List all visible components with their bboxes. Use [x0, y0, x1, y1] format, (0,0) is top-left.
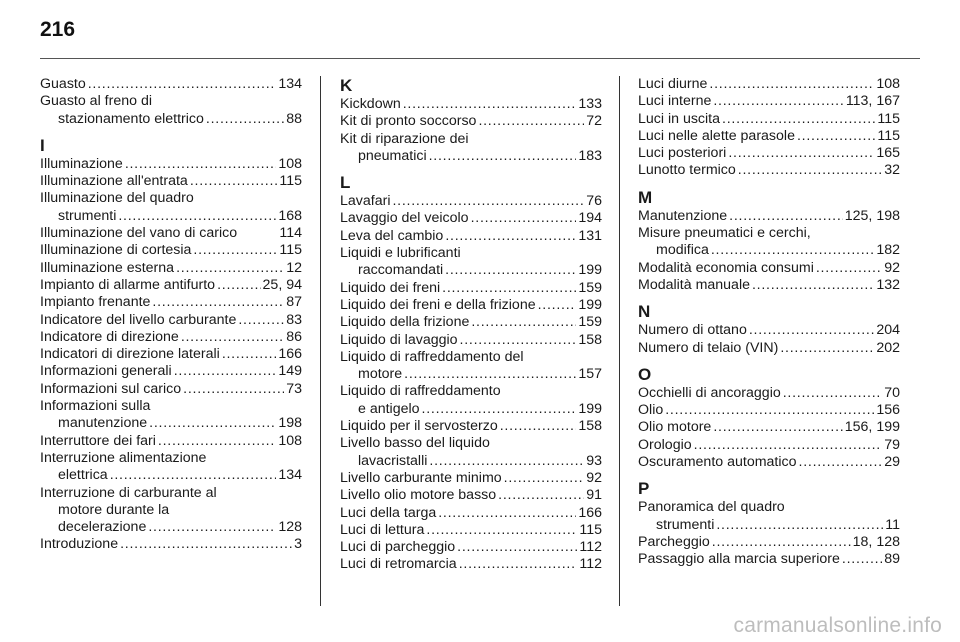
- leader-dots: [445, 262, 576, 279]
- index-entry-page: 159: [578, 314, 602, 331]
- index-entry: [638, 454, 900, 471]
- index-entry-term: Indicatore di direzione: [40, 328, 179, 345]
- index-entry: [40, 76, 302, 93]
- header-divider: [40, 58, 920, 59]
- index-entry: [340, 280, 602, 297]
- index-entry: [340, 314, 602, 331]
- index-entry: [340, 262, 602, 279]
- index-entry: [340, 366, 602, 383]
- index-entry-page: 72: [586, 113, 602, 130]
- index-entry-page: 87: [286, 294, 302, 311]
- leader-dots: [716, 517, 883, 534]
- index-entry: [638, 277, 900, 294]
- leader-dots: [426, 522, 577, 539]
- index-entry: [638, 402, 900, 419]
- index-entry-term: Guasto: [40, 76, 86, 92]
- index-entry-term: Kickdown: [340, 96, 401, 112]
- index-entry: [40, 467, 302, 484]
- index-entry-page: 134: [278, 76, 302, 92]
- leader-dots: [238, 312, 284, 329]
- index-entry: [638, 340, 900, 357]
- index-entry-page: 32: [884, 162, 900, 179]
- index-entry-heading: Liquido di raffreddamento del: [340, 348, 524, 365]
- leader-dots: [403, 96, 577, 113]
- index-entry-heading: Guasto al freno di: [40, 93, 152, 110]
- index-section-letter: O: [638, 364, 652, 384]
- index-entry-term: motore: [358, 366, 403, 383]
- index-entry-page: 158: [578, 331, 602, 348]
- index-entry: [40, 536, 302, 553]
- leader-dots: [429, 453, 584, 470]
- index-entry-term: Luci diurne: [638, 76, 708, 92]
- leader-dots: [429, 148, 577, 165]
- leader-dots: [713, 419, 842, 436]
- index-entry-page: 131: [578, 227, 602, 244]
- index-entry: [340, 505, 602, 522]
- index-entry-term: strumenti: [58, 207, 117, 224]
- index-entry-page: 88: [286, 110, 302, 127]
- index-entry: [40, 156, 302, 173]
- leader-dots: [471, 314, 576, 331]
- leader-dots: [193, 242, 277, 259]
- index-section-letter: P: [638, 479, 650, 499]
- index-entry: [340, 297, 602, 314]
- leader-dots: [709, 76, 874, 93]
- index-entry-page: 18, 128: [852, 533, 900, 550]
- index-section-letter: L: [340, 173, 351, 193]
- index-entry-heading: Liquidi e lubrificanti: [340, 245, 461, 262]
- index-entry-term: Passaggio alla marcia superiore: [638, 551, 840, 568]
- index-entry-term: Luci della targa: [340, 504, 437, 521]
- leader-dots: [125, 156, 277, 173]
- index-entry-heading: Informazioni sulla: [40, 398, 151, 415]
- index-entry: [638, 419, 900, 436]
- index-entry: [40, 312, 302, 329]
- index-entry-page: 204: [876, 322, 900, 339]
- index-entry-page: 149: [278, 363, 302, 380]
- leader-dots: [392, 193, 584, 210]
- index-section-letter: K: [340, 76, 353, 95]
- index-entry-page: 73: [286, 380, 302, 397]
- index-entry-page: 83: [286, 311, 302, 328]
- index-entry-page: 70: [884, 384, 900, 401]
- index-entry: [40, 346, 302, 363]
- index-entry: [340, 332, 602, 349]
- leader-dots: [445, 228, 576, 245]
- leader-dots: [842, 551, 882, 568]
- index-entry-page: 29: [884, 454, 900, 471]
- index-entry-term: strumenti: [656, 516, 715, 533]
- leader-dots: [722, 111, 875, 128]
- index-entry: [40, 173, 302, 190]
- leader-dots: [88, 76, 277, 93]
- leader-dots: [422, 401, 577, 418]
- column-divider: [320, 76, 321, 606]
- index-entry: [638, 76, 900, 93]
- index-entry-page: 11: [885, 516, 900, 533]
- index-entry-term: Lavafari: [340, 193, 391, 210]
- index-entry: [638, 385, 900, 402]
- leader-dots: [729, 208, 843, 225]
- index-entry-term: modifica: [656, 242, 709, 259]
- index-entry-page: 86: [286, 328, 302, 345]
- index-column-1: [40, 76, 302, 554]
- leader-dots: [713, 93, 843, 110]
- index-entry-term: Illuminazione del vano di carico: [40, 225, 238, 242]
- index-entry-page: 112: [579, 539, 602, 556]
- index-entry-page: 92: [884, 259, 900, 276]
- leader-dots: [120, 536, 292, 553]
- page-number: 216: [40, 18, 76, 41]
- index-entry-term: decelerazione: [58, 519, 147, 536]
- leader-dots: [797, 128, 875, 145]
- index-entry-term: Luci di lettura: [340, 521, 425, 538]
- index-entry-page: 115: [279, 242, 302, 259]
- leader-dots: [158, 433, 276, 450]
- index-entry-term: Luci di retromarcia: [340, 556, 457, 573]
- index-entry: [40, 433, 302, 450]
- leader-dots: [799, 454, 883, 471]
- index-entry-page: 89: [884, 551, 900, 568]
- index-entry: [340, 522, 602, 539]
- index-entry-term: Oscuramento automatico: [638, 454, 797, 471]
- index-entry: [340, 418, 602, 435]
- index-entry-term: Lavaggio del veicolo: [340, 210, 469, 227]
- index-entry: [638, 517, 900, 534]
- leader-dots: [471, 210, 577, 227]
- index-entry-page: 108: [876, 76, 900, 92]
- leader-dots: [148, 519, 276, 536]
- index-entry-page: 108: [278, 432, 302, 449]
- index-entry: [340, 113, 602, 130]
- index-entry-page: 199: [578, 262, 602, 279]
- index-entry-term: elettrica: [58, 467, 108, 484]
- index-entry-page: 158: [578, 418, 602, 435]
- index-entry: [340, 193, 602, 210]
- leader-dots: [712, 534, 851, 551]
- index-entry: [40, 519, 302, 536]
- leader-dots: [478, 113, 584, 130]
- index-entry: [340, 487, 602, 504]
- index-entry: [638, 93, 900, 110]
- index-entry-term: Luci in uscita: [638, 110, 721, 127]
- index-entry-page: 194: [578, 210, 602, 227]
- index-entry-heading: Kit di riparazione dei: [340, 130, 469, 147]
- leader-dots: [783, 385, 882, 402]
- index-entry-term: Olio: [638, 402, 664, 419]
- index-entry-page: 115: [279, 173, 302, 190]
- index-entry: [40, 260, 302, 277]
- leader-dots: [152, 294, 284, 311]
- index-entry-page: 115: [877, 110, 900, 127]
- index-entry-term: Occhielli di ancoraggio: [638, 384, 781, 401]
- index-entry-term: Numero di ottano: [638, 322, 747, 339]
- index-entry-page: 199: [578, 296, 602, 313]
- index-entry: [40, 111, 302, 128]
- index-entry-term: Modalità manuale: [638, 276, 750, 293]
- leader-dots: [498, 487, 584, 504]
- index-entry-page: 112: [579, 556, 602, 573]
- index-entry-page: 182: [876, 242, 900, 259]
- leader-dots: [538, 297, 577, 314]
- leader-dots: [457, 539, 577, 556]
- index-section-letter: N: [638, 302, 651, 322]
- leader-dots: [149, 415, 276, 432]
- index-entry-page: 159: [578, 279, 602, 296]
- index-entry-term: Kit di pronto soccorso: [340, 113, 477, 130]
- index-entry-page: 133: [578, 96, 602, 112]
- index-entry-page: 128: [278, 519, 302, 536]
- leader-dots: [694, 437, 883, 454]
- index-entry-page: 132: [876, 276, 900, 293]
- index-entry: [40, 208, 302, 225]
- index-entry-term: Liquido dei freni: [340, 279, 441, 296]
- leader-dots: [460, 332, 577, 349]
- index-entry-page: 115: [877, 127, 900, 144]
- index-entry-page: 115: [579, 521, 602, 538]
- index-entry-heading: Liquido di raffreddamento: [340, 383, 501, 400]
- index-entry-term: Interruttore dei fari: [40, 432, 156, 449]
- index-entry-term: Informazioni sul carico: [40, 380, 182, 397]
- leader-dots: [500, 418, 577, 435]
- index-entry: [638, 162, 900, 179]
- index-entry: [638, 534, 900, 551]
- index-entry: [40, 294, 302, 311]
- leader-dots: [728, 145, 874, 162]
- index-entry-page: 157: [578, 366, 602, 383]
- leader-dots: [816, 260, 882, 277]
- index-section-letter: M: [638, 187, 653, 207]
- index-entry-page: 79: [884, 436, 900, 453]
- index-entry-term: Lunotto termico: [638, 162, 736, 179]
- index-entry-page: 156: [876, 402, 900, 419]
- index-entry: [340, 556, 602, 573]
- index-entry-page: 91: [586, 487, 602, 504]
- index-entry-term: manutenzione: [58, 415, 148, 432]
- index-entry-page: 93: [586, 452, 602, 469]
- index-entry-page: 3: [294, 536, 302, 553]
- index-entry: [638, 145, 900, 162]
- index-entry: [340, 453, 602, 470]
- index-entry-term: pneumatici: [358, 147, 427, 164]
- index-entry-page: 12: [286, 259, 302, 276]
- index-entry: [340, 148, 602, 165]
- leader-dots: [183, 381, 284, 398]
- index-entry-term: Indicatore del livello carburante: [40, 311, 237, 328]
- index-entry-page: 165: [876, 145, 900, 162]
- index-entry: [638, 128, 900, 145]
- index-entry-term: Impianto di allarme antifurto: [40, 276, 216, 293]
- leader-dots: [110, 467, 277, 484]
- index-entry-page: 198: [278, 415, 302, 432]
- index-entry: [40, 415, 302, 432]
- index-entry-term: Introduzione: [40, 536, 119, 553]
- index-entry-term: raccomandati: [358, 262, 444, 279]
- index-entry: [40, 329, 302, 346]
- leader-dots: [752, 277, 874, 294]
- leader-dots: [404, 366, 576, 383]
- column-divider: [619, 76, 620, 606]
- index-entry: [340, 96, 602, 113]
- index-entry-term: Numero di telaio (VIN): [638, 339, 779, 356]
- index-entry-term: Illuminazione all'entrata: [40, 173, 188, 190]
- index-entry-term: Indicatori di direzione laterali: [40, 346, 220, 363]
- index-entry-term: Parcheggio: [638, 533, 710, 550]
- leader-dots: [190, 173, 278, 190]
- index-entry-term: Modalità economia consumi: [638, 259, 814, 276]
- index-entry-term: Leva del cambio: [340, 227, 444, 244]
- index-entry: [638, 242, 900, 259]
- index-entry-term: Olio motore: [638, 419, 712, 436]
- index-entry-page: 156, 199: [844, 419, 900, 436]
- index-entry-page: 202: [876, 339, 900, 356]
- index-entry-term: Livello carburante minimo: [340, 469, 502, 486]
- leader-dots: [780, 340, 874, 357]
- index-entry-page: 92: [586, 469, 602, 486]
- index-entry-term: Luci nelle alette parasole: [638, 127, 795, 144]
- watermark: carmanualsonline.info: [733, 614, 942, 637]
- leader-dots: [206, 111, 284, 128]
- index-entry: [40, 242, 302, 259]
- index-entry: [638, 322, 900, 339]
- index-entry-term: Liquido di lavaggio: [340, 331, 458, 348]
- index-entry-term: Informazioni generali: [40, 363, 172, 380]
- index-entry: [638, 551, 900, 568]
- index-entry-term: stazionamento elettrico: [58, 110, 204, 127]
- index-entry-term: Illuminazione: [40, 155, 123, 172]
- index-entry-term: Liquido dei freni e della frizione: [340, 296, 536, 313]
- index-entry: [40, 225, 302, 242]
- index-entry-page: 114: [279, 225, 302, 242]
- leader-dots: [738, 162, 882, 179]
- index-entry-term: Liquido per il servosterzo: [340, 418, 498, 435]
- index-entry: [340, 470, 602, 487]
- index-entry-term: Impianto frenante: [40, 294, 151, 311]
- leader-dots: [118, 208, 276, 225]
- index-entry-page: 166: [278, 346, 302, 363]
- index-entry-term: Illuminazione esterna: [40, 259, 175, 276]
- index-entry: [340, 228, 602, 245]
- index-entry-page: 166: [578, 504, 602, 521]
- leader-dots: [174, 363, 277, 380]
- index-section-letter: I: [40, 135, 45, 155]
- index-entry-page: 108: [278, 155, 302, 172]
- index-entry: [340, 210, 602, 227]
- leader-dots: [504, 470, 585, 487]
- index-entry: [638, 111, 900, 128]
- index-entry: [340, 539, 602, 556]
- index-entry: [638, 260, 900, 277]
- leader-dots: [711, 242, 874, 259]
- leader-dots: [438, 505, 576, 522]
- index-entry-term: Livello olio motore basso: [340, 487, 497, 504]
- index-entry-page: 134: [278, 467, 302, 484]
- index-entry: [40, 363, 302, 380]
- index-entry-page: 25, 94: [262, 276, 302, 293]
- index-entry: [40, 277, 302, 294]
- index-entry-term: Orologio: [638, 436, 692, 453]
- leader-dots: [222, 346, 277, 363]
- index-entry-heading: Interruzione alimentazione: [40, 449, 207, 466]
- leader-dots: [181, 329, 284, 346]
- index-entry-term: Liquido della frizione: [340, 314, 470, 331]
- index-entry-term: Luci posteriori: [638, 145, 727, 162]
- index-entry-term: Manutenzione: [638, 207, 728, 224]
- index-entry-page: 125, 198: [844, 207, 900, 224]
- index-entry-term: Luci interne: [638, 93, 712, 110]
- index-entry: [340, 401, 602, 418]
- index-entry-page: 199: [578, 400, 602, 417]
- index-entry-page: 183: [578, 147, 602, 164]
- index-entry-page: 168: [278, 207, 302, 224]
- index-entry-term: Luci di parcheggio: [340, 539, 456, 556]
- index-entry-heading: Misure pneumatici e cerchi,: [638, 225, 811, 242]
- leader-dots: [665, 402, 874, 419]
- index-entry: [40, 381, 302, 398]
- index-column-3: [638, 76, 900, 569]
- index-entry-heading: Panoramica del quadro: [638, 499, 785, 516]
- index-entry-heading: Livello basso del liquido: [340, 435, 490, 452]
- index-entry-page: 76: [586, 193, 602, 210]
- leader-dots: [442, 280, 576, 297]
- index-entry-heading: motore durante la: [58, 501, 170, 518]
- leader-dots: [217, 277, 260, 294]
- index-entry: [638, 208, 900, 225]
- index-entry-page: 113, 167: [845, 93, 900, 110]
- leader-dots: [749, 322, 874, 339]
- index-entry-term: e antigelo: [358, 400, 420, 417]
- index-entry-term: Illuminazione di cortesia: [40, 242, 192, 259]
- index-entry-heading: Illuminazione del quadro: [40, 190, 194, 207]
- index-entry: [638, 437, 900, 454]
- index-column-2: [340, 76, 602, 574]
- leader-dots: [176, 260, 284, 277]
- index-entry-term: lavacristalli: [358, 452, 428, 469]
- index-entry-heading: Interruzione di carburante al: [40, 484, 217, 501]
- leader-dots: [459, 556, 578, 573]
